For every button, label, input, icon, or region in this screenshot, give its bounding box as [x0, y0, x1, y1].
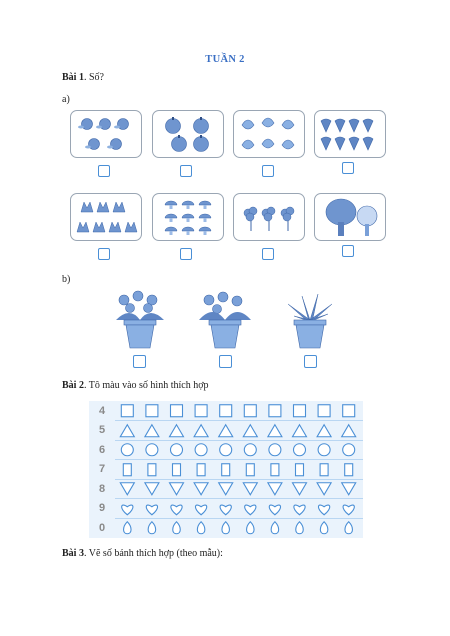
leaf-icon: [234, 111, 304, 157]
square-shape[interactable]: [244, 405, 256, 417]
exercise-1-heading: [62, 72, 104, 83]
row-number: 7: [98, 463, 106, 476]
answer-box-strawberries[interactable]: [342, 162, 354, 174]
square-shape[interactable]: [269, 405, 281, 417]
row-number: 6: [98, 443, 106, 456]
answer-box-leaves[interactable]: [262, 165, 274, 177]
triangle-down-shape[interactable]: [268, 483, 282, 495]
drop-shape[interactable]: [222, 522, 230, 534]
answer-box-tomatoes[interactable]: [180, 165, 192, 177]
heart-shape[interactable]: [269, 505, 280, 515]
exercise-1-label: Bài 1: [62, 72, 84, 83]
heart-shape[interactable]: [146, 505, 157, 515]
picture-pot-2: [195, 290, 255, 350]
picture-pot-1: [110, 290, 170, 350]
circle-shape[interactable]: [195, 444, 207, 456]
drop-shape[interactable]: [173, 522, 181, 534]
triangle-shape[interactable]: [120, 424, 134, 436]
answer-box-mushrooms[interactable]: [180, 248, 192, 260]
shape-row-svg: [89, 401, 363, 421]
circle-shape[interactable]: [244, 444, 256, 456]
part-b-label: b): [62, 274, 71, 285]
row-number: 8: [98, 482, 106, 495]
rectangle-shape[interactable]: [296, 463, 304, 475]
drop-shape[interactable]: [296, 522, 304, 534]
picture-pot-3: [280, 290, 340, 350]
circle-shape[interactable]: [121, 444, 133, 456]
circle-shape[interactable]: [171, 444, 183, 456]
heart-shape[interactable]: [122, 505, 133, 515]
square-shape[interactable]: [294, 405, 306, 417]
picture-card-mushrooms: [152, 193, 224, 241]
triangle-down-shape[interactable]: [219, 483, 233, 495]
picture-card-flowers: [70, 110, 142, 158]
picture-card-trees: [314, 193, 386, 241]
rectangle-shape[interactable]: [173, 463, 181, 475]
triangle-shape[interactable]: [170, 424, 184, 436]
drop-shape[interactable]: [247, 522, 255, 534]
row-number: 9: [98, 502, 106, 515]
rectangle-shape[interactable]: [148, 463, 156, 475]
circle-shape[interactable]: [294, 444, 306, 456]
triangle-down-shape[interactable]: [145, 483, 159, 495]
shape-row-svg: [89, 440, 363, 460]
drop-shape[interactable]: [345, 522, 353, 534]
exercise-2-text: . Tô màu vào số hình thích hợp: [83, 380, 209, 391]
maple-leaf-icon: [71, 194, 141, 240]
triangle-down-shape[interactable]: [120, 483, 134, 495]
heart-shape[interactable]: [220, 505, 231, 515]
square-shape[interactable]: [146, 405, 158, 417]
square-shape[interactable]: [195, 405, 207, 417]
plant-pot-icon: [280, 290, 340, 350]
mushroom-icon: [153, 194, 223, 240]
shape-row: [89, 460, 363, 480]
flower-icon: [71, 111, 141, 157]
picture-card-maple-leaves: [70, 193, 142, 241]
triangle-shape[interactable]: [317, 424, 331, 436]
triangle-down-shape[interactable]: [194, 483, 208, 495]
drop-shape[interactable]: [197, 522, 205, 534]
shape-row-svg: [89, 460, 363, 480]
picture-card-leaves: [233, 110, 305, 158]
answer-box-clover-flowers[interactable]: [262, 248, 274, 260]
exercise-2-heading: [62, 380, 209, 391]
circle-shape[interactable]: [318, 444, 330, 456]
triangle-shape[interactable]: [293, 424, 307, 436]
drop-shape[interactable]: [271, 522, 279, 534]
clover-flower-icon: [234, 194, 304, 240]
exercise-2-label: Bài 2: [62, 380, 84, 391]
row-number: 4: [98, 404, 106, 417]
triangle-shape[interactable]: [243, 424, 257, 436]
shape-row-svg: [89, 499, 363, 519]
answer-box-flowers[interactable]: [98, 165, 110, 177]
row-number: 0: [98, 521, 106, 534]
answer-box-pot-1[interactable]: [133, 355, 146, 368]
rectangle-shape[interactable]: [222, 463, 230, 475]
shape-row-svg: [89, 518, 363, 538]
shape-coloring-grid: [89, 401, 363, 538]
rectangle-shape[interactable]: [246, 463, 254, 475]
picture-card-tomatoes: [152, 110, 224, 158]
circle-shape[interactable]: [269, 444, 281, 456]
triangle-down-shape[interactable]: [317, 483, 331, 495]
exercise-3-label: Bài 3: [62, 548, 84, 559]
shape-row: [89, 401, 363, 421]
triangle-down-shape[interactable]: [342, 483, 356, 495]
heart-shape[interactable]: [245, 505, 256, 515]
heart-shape[interactable]: [171, 505, 182, 515]
shape-row: [89, 421, 363, 441]
answer-box-pot-3[interactable]: [304, 355, 317, 368]
tomato-icon: [153, 111, 223, 157]
drop-shape[interactable]: [124, 522, 132, 534]
shape-row: [89, 479, 363, 499]
exercise-1-text: . Số?: [83, 72, 104, 83]
triangle-down-shape[interactable]: [170, 483, 184, 495]
answer-box-maple-leaves[interactable]: [98, 248, 110, 260]
triangle-down-shape[interactable]: [293, 483, 307, 495]
square-shape[interactable]: [121, 405, 133, 417]
picture-card-strawberries: [314, 110, 386, 158]
exercise-3-text: . Vẽ số bánh thích hợp (theo mẫu):: [83, 548, 223, 559]
drop-shape[interactable]: [148, 522, 156, 534]
circle-shape[interactable]: [146, 444, 158, 456]
row-number: 5: [98, 424, 106, 437]
shape-row-svg: [89, 479, 363, 499]
page-title: TUẦN 2: [205, 54, 245, 65]
circle-shape[interactable]: [220, 444, 232, 456]
rectangle-shape[interactable]: [271, 463, 279, 475]
triangle-shape[interactable]: [194, 424, 208, 436]
triangle-shape[interactable]: [268, 424, 282, 436]
triangle-shape[interactable]: [145, 424, 159, 436]
answer-box-trees[interactable]: [342, 245, 354, 257]
triangle-shape[interactable]: [219, 424, 233, 436]
triangle-shape[interactable]: [342, 424, 356, 436]
square-shape[interactable]: [318, 405, 330, 417]
heart-shape[interactable]: [294, 505, 305, 515]
drop-shape[interactable]: [320, 522, 328, 534]
square-shape[interactable]: [171, 405, 183, 417]
heart-shape[interactable]: [318, 505, 329, 515]
heart-shape[interactable]: [343, 505, 354, 515]
heart-shape[interactable]: [195, 505, 206, 515]
rectangle-shape[interactable]: [345, 463, 353, 475]
strawberry-icon: [315, 111, 385, 157]
answer-box-pot-2[interactable]: [219, 355, 232, 368]
shape-row: [89, 499, 363, 519]
part-a-label: a): [62, 94, 70, 105]
picture-card-clover-flowers: [233, 193, 305, 241]
rectangle-shape[interactable]: [320, 463, 328, 475]
circle-shape[interactable]: [343, 444, 355, 456]
shape-row-svg: [89, 421, 363, 441]
rectangle-shape[interactable]: [123, 463, 131, 475]
shape-row: [89, 440, 363, 460]
tree-icon: [315, 194, 385, 240]
triangle-down-shape[interactable]: [243, 483, 257, 495]
flower-pot-icon: [110, 290, 170, 350]
shape-row: [89, 518, 363, 538]
square-shape[interactable]: [220, 405, 232, 417]
exercise-3-heading: [62, 548, 223, 559]
square-shape[interactable]: [343, 405, 355, 417]
rectangle-shape[interactable]: [197, 463, 205, 475]
flower-pot-icon: [195, 290, 255, 350]
